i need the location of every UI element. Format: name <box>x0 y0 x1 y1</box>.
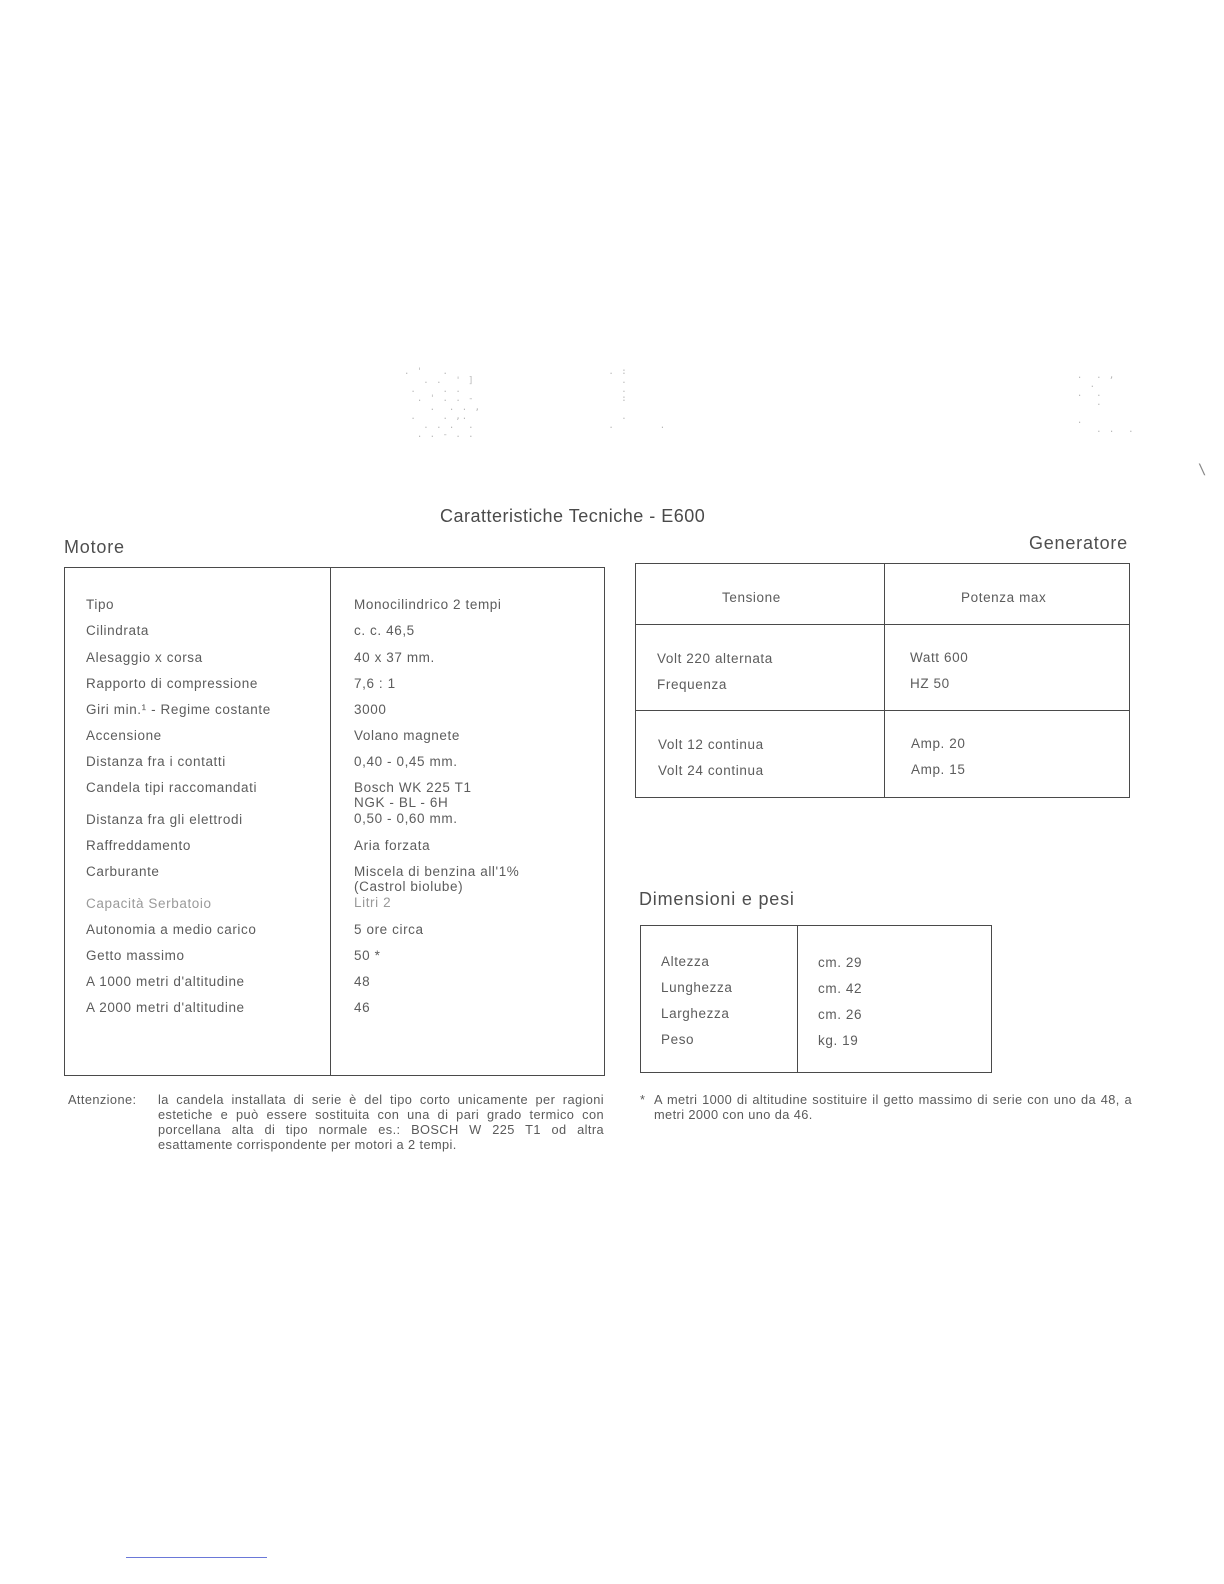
bottom-rule <box>126 1557 267 1558</box>
generatore-col-header: Potenza max <box>961 590 1047 605</box>
scan-noise: . . , . . . . . . . . <box>1076 371 1135 435</box>
dimensioni-label: Lunghezza <box>661 980 733 995</box>
motore-value: 0,50 - 0,60 mm. <box>354 811 458 826</box>
motore-label: Cilindrata <box>86 623 150 638</box>
motore-label: Alesaggio x corsa <box>86 650 203 665</box>
motore-value: Volano magnete <box>354 728 460 743</box>
generatore-col-header: Tensione <box>722 590 781 605</box>
dimensioni-heading: Dimensioni e pesi <box>639 889 795 909</box>
motore-label: Rapporto di compressione <box>86 676 258 691</box>
dimensioni-table <box>640 925 992 1073</box>
motore-label: Capacità Serbatoio <box>86 896 212 911</box>
motore-value: 40 x 37 mm. <box>354 650 435 665</box>
motore-label: Giri min.¹ - Regime costante <box>86 702 271 717</box>
motore-label: A 1000 metri d'altitudine <box>86 974 245 989</box>
generatore-table-divider <box>884 564 885 797</box>
generatore-label: Volt 12 continua <box>658 737 764 752</box>
motore-heading: Motore <box>64 537 125 557</box>
motore-label: Getto massimo <box>86 948 185 963</box>
dimensioni-label: Peso <box>661 1032 695 1047</box>
generatore-value: Amp. 15 <box>911 762 966 777</box>
motore-value: Bosch WK 225 T1 NGK - BL - 6H <box>354 780 472 810</box>
motore-label: A 2000 metri d'altitudine <box>86 1000 245 1015</box>
motore-label: Accensione <box>86 728 162 743</box>
motore-label: Distanza fra i contatti <box>86 754 226 769</box>
dimensioni-value: cm. 29 <box>818 955 863 970</box>
generatore-label: Volt 220 alternata <box>657 651 773 666</box>
motore-value: 7,6 : 1 <box>354 676 396 691</box>
generatore-header-rule <box>636 624 1129 625</box>
motore-value: Litri 2 <box>354 895 392 910</box>
altitude-footnote: A metri 1000 di altitudine sostituire il getto massimo di serie con uno da 48, a metri 2000 con uno da 46. <box>654 1092 1132 1122</box>
scan-noise: . : . . : . . . <box>608 367 667 431</box>
motore-value: Aria forzata <box>354 838 431 853</box>
motore-table-divider <box>330 568 331 1075</box>
motore-value: 5 ore circa <box>354 922 424 937</box>
generatore-label: Frequenza <box>657 677 727 692</box>
attention-note: la candela installata di serie è del tipo corto unicamente per ragioni estetiche e può essere sostituita con una di pari grado termico con porcellana alta di tipo normale es.: BOSCH W 225 T1 od altra esattamente corrispondente per motori a 2 tempi. <box>158 1092 604 1152</box>
attention-label: Attenzione: <box>68 1092 137 1107</box>
footnote-mark: * <box>640 1092 646 1107</box>
dimensioni-table-divider <box>797 926 798 1072</box>
dimensioni-label: Altezza <box>661 954 710 969</box>
dimensioni-value: kg. 19 <box>818 1033 859 1048</box>
generatore-value: HZ 50 <box>910 676 950 691</box>
dimensioni-label: Larghezza <box>661 1006 730 1021</box>
motore-value: Monocilindrico 2 tempi <box>354 597 502 612</box>
motore-value: 50 * <box>354 948 381 963</box>
dimensioni-value: cm. 26 <box>818 1007 863 1022</box>
scan-noise: \ <box>1198 462 1208 478</box>
motore-value: 46 <box>354 1000 371 1015</box>
motore-label: Autonomia a medio carico <box>86 922 257 937</box>
motore-value: c. c. 46,5 <box>354 623 415 638</box>
scan-noise: . ' . . . ' ] . . . . ' . . - . . . , . . ,. . . . . . . - . . <box>404 367 482 440</box>
motore-label: Carburante <box>86 864 160 879</box>
motore-value: Miscela di benzina all'1% (Castrol biolube) <box>354 864 520 894</box>
generatore-section-rule <box>636 710 1129 711</box>
generatore-value: Watt 600 <box>910 650 969 665</box>
page-title: Caratteristiche Tecniche - E600 <box>440 506 706 526</box>
generatore-heading: Generatore <box>1028 533 1128 553</box>
generatore-label: Volt 24 continua <box>658 763 764 778</box>
dimensioni-value: cm. 42 <box>818 981 863 996</box>
motore-label: Candela tipi raccomandati <box>86 780 258 795</box>
motore-label: Distanza fra gli elettrodi <box>86 812 243 827</box>
motore-label: Tipo <box>86 597 115 612</box>
motore-label: Raffreddamento <box>86 838 191 853</box>
motore-value: 0,40 - 0,45 mm. <box>354 754 458 769</box>
motore-value: 48 <box>354 974 371 989</box>
generatore-value: Amp. 20 <box>911 736 966 751</box>
motore-value: 3000 <box>354 702 387 717</box>
